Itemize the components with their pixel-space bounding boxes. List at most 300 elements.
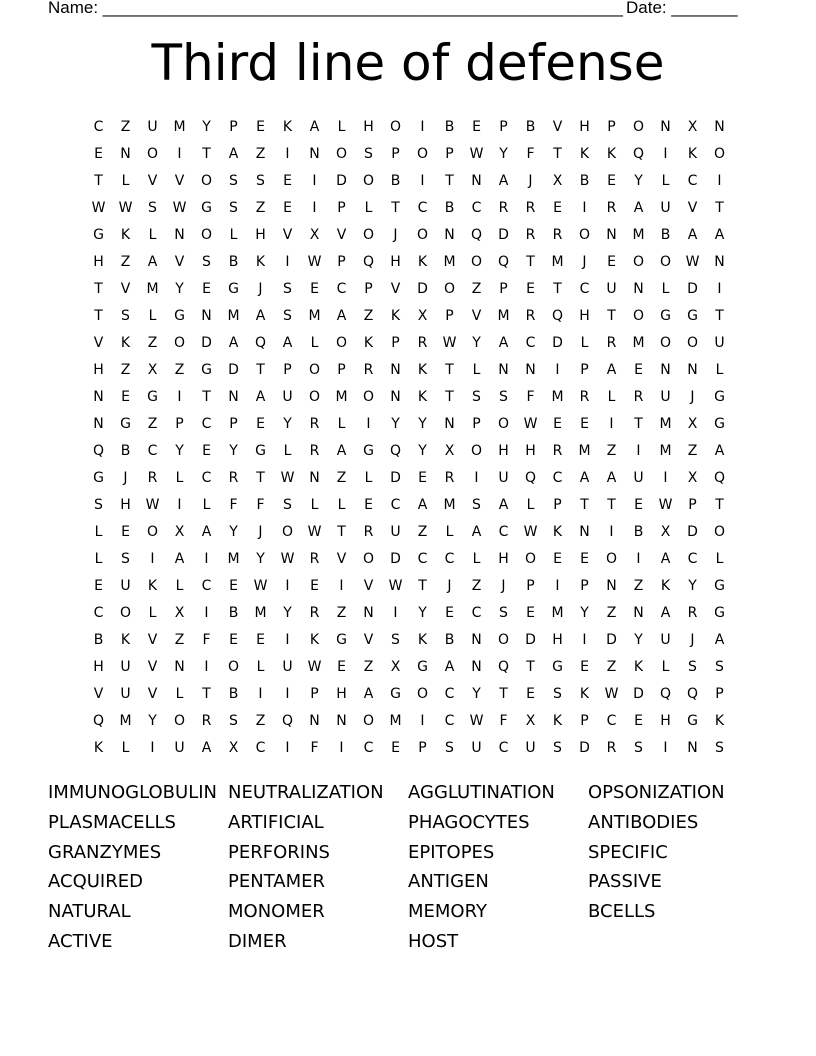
grid-letter: L [364,469,373,486]
grid-letter: V [174,172,185,189]
grid-letter: R [201,712,212,729]
grid-letter: O [146,145,159,162]
grid-letter: Z [417,523,428,540]
grid-letter: P [310,685,319,702]
grid-letter: K [579,145,590,162]
grid-letter: T [526,658,535,675]
grid-letter: A [714,442,725,459]
grid-letter: M [227,307,240,324]
header [48,0,748,20]
grid-letter: S [715,658,724,675]
word-list-item: MEMORY [408,901,487,923]
grid-letter: O [362,550,375,567]
grid-row [85,734,733,761]
grid-letter: E [121,388,130,405]
grid-letter: I [609,523,614,540]
grid-letter: E [526,685,535,702]
grid-letter: A [174,550,185,567]
grid-letter: K [633,658,644,675]
grid-letter: J [582,253,587,270]
grid-letter: G [228,280,239,297]
grid-letter: O [443,280,456,297]
grid-letter: E [553,415,562,432]
grid-letter: P [688,496,697,513]
grid-letter: E [283,172,292,189]
grid-letter: E [526,280,535,297]
grid-letter: P [526,577,535,594]
grid-letter: C [201,469,212,486]
grid-letter: Y [283,604,292,621]
grid-letter: X [687,118,698,135]
grid-letter: Y [499,145,508,162]
grid-letter: A [255,307,266,324]
grid-letter: Z [633,577,644,594]
grid-letter: G [687,307,698,324]
grid-letter: N [309,712,320,729]
word-list-item: PLASMACELLS [48,811,176,833]
grid-letter: E [445,604,454,621]
grid-letter: L [661,658,670,675]
grid-letter: L [283,442,292,459]
grid-letter: C [687,550,698,567]
grid-letter: P [337,361,346,378]
grid-letter: Z [255,145,266,162]
grid-letter: R [606,739,617,756]
grid-letter: L [472,550,481,567]
grid-letter: G [255,442,266,459]
grid-letter: N [120,145,131,162]
grid-letter: H [336,685,347,702]
grid-letter: N [606,226,617,243]
grid-row [85,383,733,410]
grid-row [85,653,733,680]
grid-letter: D [687,280,698,297]
grid-letter: D [336,172,347,189]
grid-letter: L [607,388,616,405]
grid-letter: V [120,280,131,297]
grid-letter: U [282,658,293,675]
grid-letter: M [443,253,456,270]
grid-letter: A [714,226,725,243]
grid-letter: P [499,280,508,297]
word-list-item: ANTIGEN [408,871,489,893]
grid-letter: U [525,739,536,756]
grid-letter: G [687,712,698,729]
grid-letter: Y [634,631,643,648]
grid-letter: U [120,577,131,594]
grid-letter: Z [687,442,698,459]
grid-letter: S [283,280,292,297]
grid-letter: C [390,496,401,513]
grid-letter: R [309,604,320,621]
grid-letter: L [715,550,724,567]
grid-letter: S [472,496,481,513]
grid-letter: A [201,739,212,756]
grid-letter: Q [92,442,105,459]
grid-letter: H [579,307,590,324]
grid-row [85,545,733,572]
grid-letter: T [499,685,508,702]
grid-letter: B [93,631,104,648]
grid-letter: M [632,226,645,243]
grid-letter: U [174,739,185,756]
grid-letter: S [229,712,238,729]
grid-letter: C [444,550,455,567]
grid-letter: T [607,307,616,324]
grid-letter: N [444,226,455,243]
grid-letter: B [444,118,455,135]
grid-letter: A [363,685,374,702]
grid-letter: E [310,577,319,594]
grid-letter: E [202,280,211,297]
grid-letter: N [93,415,104,432]
grid-letter: O [362,712,375,729]
grid-letter: J [258,523,263,540]
word-list-item: BCELLS [588,901,656,923]
grid-letter: O [632,307,645,324]
grid-letter: G [336,631,347,648]
grid-letter: J [690,388,695,405]
word-list-item: GRANZYMES [48,841,162,863]
grid-letter: S [256,172,265,189]
grid-letter: R [417,334,428,351]
grid-letter: O [632,118,645,135]
grid-letter: I [663,145,668,162]
grid-letter: L [472,361,481,378]
grid-letter: K [282,118,293,135]
grid-letter: V [471,307,482,324]
grid-letter: L [715,361,724,378]
grid-letter: S [148,199,157,216]
grid-row [85,113,733,140]
grid-letter: O [686,334,699,351]
grid-letter: C [417,550,428,567]
word-list-item: ANTIBODIES [588,811,699,833]
grid-letter: S [472,388,481,405]
grid-letter: W [442,334,457,351]
grid-letter: E [229,577,238,594]
grid-letter: N [93,388,104,405]
grid-letter: N [363,604,374,621]
grid-letter: N [390,361,401,378]
grid-letter: I [393,604,398,621]
grid-letter: H [93,658,104,675]
grid-letter: E [580,415,589,432]
grid-letter: P [229,118,238,135]
grid-letter: I [420,172,425,189]
grid-letter: U [606,280,617,297]
grid-letter: O [362,388,375,405]
grid-letter: K [120,631,131,648]
grid-letter: P [580,577,589,594]
grid-letter: A [633,199,644,216]
grid-letter: O [119,604,132,621]
grid-letter: J [393,226,398,243]
grid-letter: C [336,280,347,297]
grid-letter: T [445,361,454,378]
grid-letter: I [420,118,425,135]
grid-letter: C [147,442,158,459]
grid-letter: Z [606,658,617,675]
grid-letter: U [120,685,131,702]
grid-letter: T [202,685,211,702]
grid-letter: W [523,415,538,432]
grid-letter: A [147,253,158,270]
grid-letter: L [175,685,184,702]
grid-letter: Z [174,631,185,648]
grid-letter: U [147,118,158,135]
grid-letter: M [119,712,132,729]
grid-letter: H [93,253,104,270]
grid-letter: B [444,199,455,216]
grid-letter: I [663,469,668,486]
grid-letter: O [362,226,375,243]
grid-letter: Z [174,361,185,378]
grid-letter: T [715,199,724,216]
grid-letter: I [339,739,344,756]
grid-letter: E [634,496,643,513]
grid-letter: W [145,496,160,513]
grid-letter: A [336,307,347,324]
grid-letter: I [285,739,290,756]
grid-letter: G [390,685,401,702]
grid-letter: C [201,577,212,594]
grid-letter: W [118,199,133,216]
grid-letter: R [606,334,617,351]
grid-letter: I [312,172,317,189]
grid-letter: F [310,739,319,756]
grid-row [85,221,733,248]
grid-letter: M [551,388,564,405]
grid-letter: O [200,226,213,243]
grid-letter: S [634,739,643,756]
grid-letter: M [443,496,456,513]
grid-letter: L [526,496,535,513]
word-list-item: ARTIFICIAL [228,811,324,833]
grid-letter: M [659,442,672,459]
grid-letter: U [120,658,131,675]
grid-letter: C [201,415,212,432]
grid-letter: L [310,496,319,513]
grid-letter: N [714,118,725,135]
grid-letter: S [94,496,103,513]
grid-letter: M [335,388,348,405]
grid-letter: U [660,199,671,216]
grid-letter: U [633,469,644,486]
grid-letter: E [607,172,616,189]
grid-letter: M [659,415,672,432]
grid-letter: N [579,523,590,540]
grid-letter: C [444,712,455,729]
grid-letter: Z [471,577,482,594]
grid-letter: K [417,361,428,378]
grid-letter: X [660,523,671,540]
grid-letter: Y [472,685,481,702]
grid-letter: R [579,388,590,405]
grid-letter: A [498,334,509,351]
grid-letter: Z [120,253,131,270]
grid-letter: N [687,739,698,756]
grid-letter: Z [255,712,266,729]
grid-letter: A [336,442,347,459]
grid-letter: P [715,685,724,702]
letter-grid [85,113,733,761]
grid-letter: D [498,226,509,243]
grid-row [85,275,733,302]
grid-letter: B [120,442,131,459]
grid-letter: D [201,334,212,351]
word-list-item: NEUTRALIZATION [228,782,384,803]
grid-letter: I [582,631,587,648]
grid-letter: A [606,469,617,486]
grid-letter: O [416,145,429,162]
grid-letter: I [204,604,209,621]
grid-letter: Z [336,469,347,486]
grid-letter: B [633,523,644,540]
grid-letter: C [471,604,482,621]
grid-letter: C [444,685,455,702]
grid-letter: C [363,739,374,756]
grid-letter: X [228,739,239,756]
page-title: Third line of defense [151,34,665,92]
grid-letter: G [714,604,725,621]
grid-letter: S [499,388,508,405]
grid-letter: A [660,604,671,621]
grid-letter: X [174,604,185,621]
grid-letter: N [660,361,671,378]
grid-letter: D [579,739,590,756]
grid-letter: N [525,361,536,378]
grid-letter: U [660,631,671,648]
grid-letter: K [714,712,725,729]
grid-letter: L [364,199,373,216]
grid-letter: U [498,469,509,486]
grid-letter: X [552,172,563,189]
grid-letter: A [309,118,320,135]
grid-letter: I [636,442,641,459]
grid-letter: G [120,415,131,432]
grid-letter: O [308,388,321,405]
grid-letter: L [148,604,157,621]
grid-letter: S [229,172,238,189]
grid-letter: D [633,685,644,702]
grid-letter: I [150,550,155,567]
grid-letter: E [94,577,103,594]
grid-letter: A [228,334,239,351]
grid-letter: G [174,307,185,324]
grid-letter: V [552,118,563,135]
grid-letter: C [417,199,428,216]
grid-letter: A [687,226,698,243]
grid-letter: D [390,550,401,567]
grid-letter: B [444,631,455,648]
grid-letter: W [280,550,295,567]
grid-letter: O [173,712,186,729]
grid-letter: O [497,415,510,432]
grid-letter: I [555,361,560,378]
grid-letter: Y [418,442,427,459]
grid-letter: K [552,712,563,729]
grid-letter: V [336,550,347,567]
grid-letter: V [147,631,158,648]
grid-letter: T [391,199,400,216]
grid-letter: Q [497,253,510,270]
grid-letter: Y [256,550,265,567]
grid-letter: S [202,253,211,270]
grid-letter: U [390,523,401,540]
grid-letter: R [525,307,536,324]
grid-letter: N [714,253,725,270]
grid-letter: O [632,253,645,270]
word-list-item: EPITOPES [408,841,495,863]
grid-letter: E [472,118,481,135]
grid-letter: S [688,658,697,675]
grid-letter: L [148,226,157,243]
grid-letter: G [660,307,671,324]
grid-letter: W [604,685,619,702]
grid-letter: E [607,253,616,270]
grid-letter: S [553,685,562,702]
grid-letter: N [606,577,617,594]
grid-letter: R [309,442,320,459]
grid-letter: I [204,658,209,675]
grid-letter: O [227,658,240,675]
grid-letter: K [255,253,266,270]
grid-letter: V [363,577,374,594]
grid-letter: R [363,523,374,540]
grid-letter: E [283,199,292,216]
grid-letter: N [390,388,401,405]
grid-letter: W [523,523,538,540]
grid-letter: Y [175,280,184,297]
name-field-label: Name: _______________________________________________________ [48,0,623,17]
grid-letter: Q [551,307,564,324]
grid-letter: K [120,226,131,243]
grid-letter: H [120,496,131,513]
grid-letter: W [469,712,484,729]
word-list-item: PENTAMER [228,871,326,893]
grid-letter: Z [606,604,617,621]
grid-letter: B [579,172,590,189]
grid-letter: H [525,442,536,459]
grid-letter: L [229,226,238,243]
word-list-item: PERFORINS [228,841,330,863]
grid-letter: S [121,307,130,324]
grid-letter: T [526,253,535,270]
grid-letter: X [687,415,698,432]
grid-letter: V [147,658,158,675]
grid-letter: Z [147,334,158,351]
grid-letter: W [469,145,484,162]
grid-letter: Y [202,118,211,135]
grid-letter: I [285,145,290,162]
grid-letter: Y [580,604,589,621]
grid-letter: P [580,712,589,729]
grid-letter: N [201,307,212,324]
grid-letter: N [471,658,482,675]
grid-letter: O [146,523,159,540]
grid-letter: R [552,442,563,459]
grid-letter: T [445,388,454,405]
grid-letter: M [146,280,159,297]
grid-letter: O [659,334,672,351]
grid-letter: E [121,523,130,540]
grid-letter: L [337,118,346,135]
grid-letter: L [94,550,103,567]
grid-letter: H [93,361,104,378]
grid-letter: F [526,145,535,162]
grid-letter: R [147,469,158,486]
